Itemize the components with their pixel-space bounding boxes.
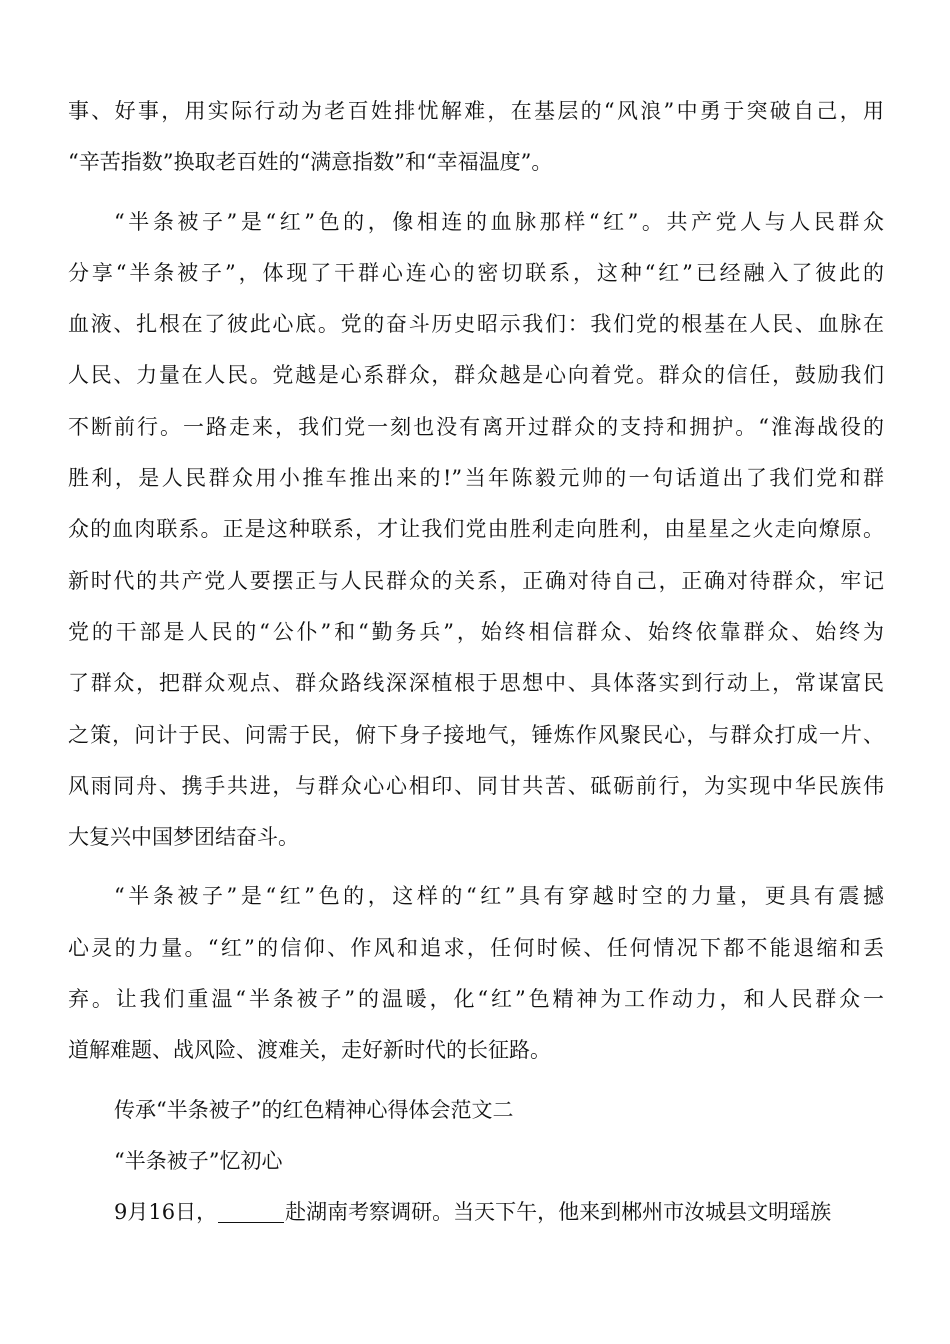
text-line: 之策，问计于民、问需于民，俯下身子接地气，锤炼作风聚民心，与群众打成一片、	[68, 722, 884, 747]
text-line: 人民、力量在人民。党越是心系群众，群众越是心向着党。群众的信任，鼓励我们	[68, 363, 884, 388]
text-line: 众的血肉联系。正是这种联系，才让我们党由胜利走向胜利，由星星之火走向燎原。	[68, 517, 884, 542]
text-line	[68, 1187, 884, 1238]
date-text: 9月16日，	[114, 1200, 218, 1225]
paragraph-1	[68, 86, 884, 189]
text-continuation: 赴湖南考察调研。当天下午，他来到郴州市汝城县文明瑶族	[285, 1200, 832, 1225]
text-line: “辛苦指数”换取老百姓的“满意指数”和“幸福温度”。	[68, 150, 553, 175]
text-line: 血液、扎根在了彼此心底。党的奋斗历史昭示我们：我们党的根基在人民、血脉在	[68, 312, 884, 337]
blank-underline	[218, 1204, 284, 1223]
document-page	[68, 86, 884, 1239]
text-line: 大复兴中国梦团结奋斗。	[68, 825, 299, 850]
section-heading: 传承“半条被子”的红色精神心得体会范文二	[114, 1097, 514, 1122]
text-line: 弃。让我们重温“半条被子”的温暖，化“红”色精神为工作动力，和人民群众一	[68, 987, 884, 1012]
text-line: 了群众，把群众观点、群众路线深深植根于思想中、具体落实到行动上，常谋富民	[68, 671, 884, 696]
text-line: 党的干部是人民的“公仆”和“勤务兵”，始终相信群众、始终依靠群众、始终为	[68, 619, 884, 644]
paragraph-2	[68, 197, 884, 864]
text-line: 新时代的共产党人要摆正与人民群众的关系，正确对待自己，正确对待群众，牢记	[68, 568, 884, 593]
text-line: 分享“半条被子”，体现了干群心连心的密切联系，这种“红”已经融入了彼此的	[68, 260, 884, 285]
text-line: 胜利，是人民群众用小推车推出来的!”当年陈毅元帅的一句话道出了我们党和群	[68, 466, 884, 491]
text-line: 不断前行。一路走来，我们党一刻也没有离开过群众的支持和拥护。“淮海战役的	[68, 414, 884, 439]
text-line: “半条被子”是“红”色的，像相连的血脉那样“红”。共产党人与人民群众	[114, 209, 884, 234]
section-subheading: “半条被子”忆初心	[114, 1148, 283, 1173]
paragraph-3	[68, 871, 884, 1076]
text-line: 风雨同舟、携手共进，与群众心心相印、同甘共苦、砥砺前行，为实现中华民族伟	[68, 773, 884, 798]
text-line: “半条被子”是“红”色的，这样的“红”具有穿越时空的力量，更具有震撼	[114, 884, 884, 909]
text-line: 心灵的力量。“红”的信仰、作风和追求，任何时候、任何情况下都不能退缩和丢	[68, 935, 884, 960]
text-line: 事、好事，用实际行动为老百姓排忧解难，在基层的“风浪”中勇于突破自己，用	[68, 99, 884, 123]
text-line: 道解难题、战风险、渡难关，走好新时代的长征路。	[68, 1038, 551, 1063]
